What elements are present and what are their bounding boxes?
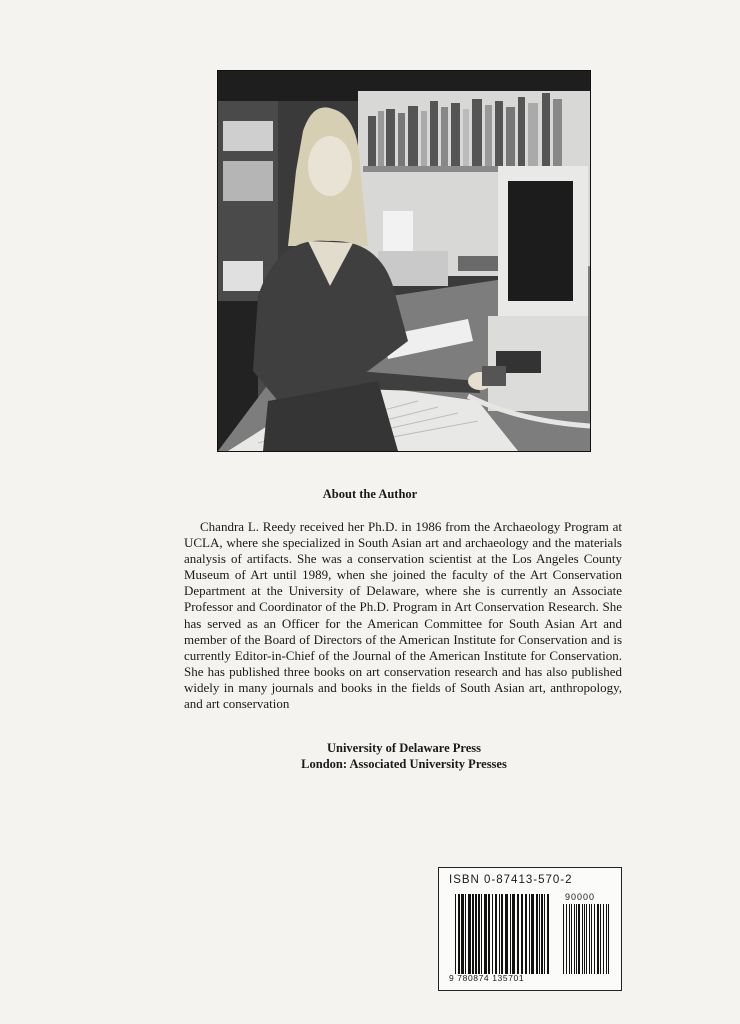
barcode-digits: 9 780874 135701 xyxy=(449,973,525,983)
publisher-block xyxy=(0,740,740,772)
addon-barcode xyxy=(563,904,611,974)
isbn-number: ISBN 0-87413-570-2 xyxy=(449,874,573,886)
barcode-box xyxy=(438,867,622,991)
about-heading: About the Author xyxy=(322,487,418,501)
publisher-name: University of Delaware Press xyxy=(326,741,482,755)
author-photo-illustration xyxy=(218,71,590,451)
ean-barcode xyxy=(455,894,551,974)
publisher-distributor: London: Associated University Presses xyxy=(301,757,507,771)
author-bio: Chandra L. Reedy received her Ph.D. in 1986 from the Archaeology Program at UCLA, where she specialized in South Asian art and archaeology and the materials analysis of artifacts. She was a conservation scientist at the Los Angeles County Museum of Art until 1989, when she joined the faculty of the Art Conservation Department at the University of Delaware, where she is currently an Associate Professor and Coordinator of the Ph.D. Program in Art Conservation Research. She has served as an Officer for the American Committee for South Asian Art and member of the Board of Directors of the American Institute for Conservation and is currently Editor-in-Chief of the Journal of the American Institute for Conservation. She has published three books on art conservation research and has also published widely in many journals and books in the fields of South Asian art, anthropology, and art conservation xyxy=(184,519,622,712)
price-addon-number: 90000 xyxy=(565,892,596,902)
author-photo xyxy=(217,70,591,452)
